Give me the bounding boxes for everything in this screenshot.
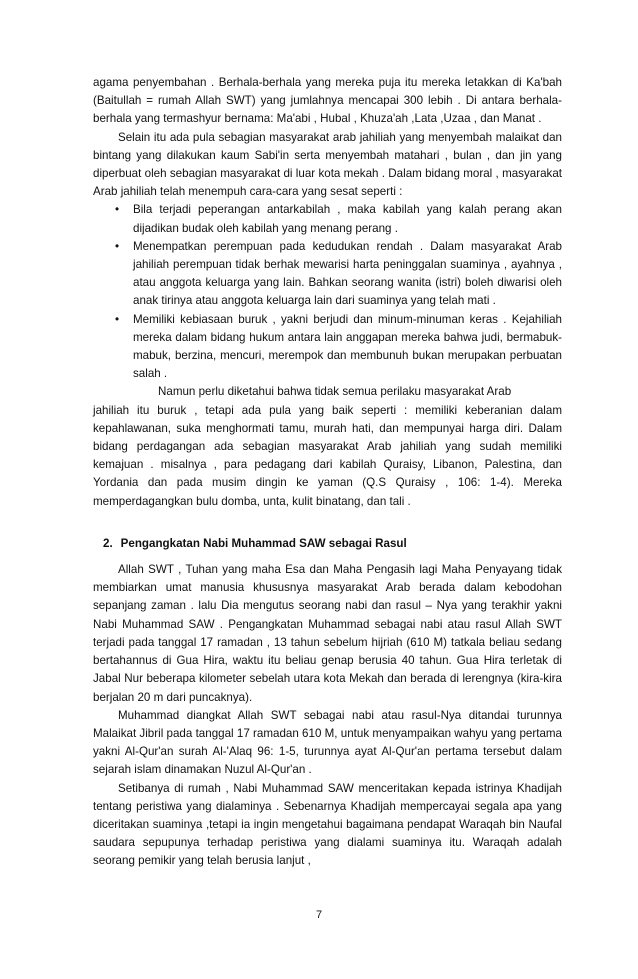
paragraph-setibanya: Setibanya di rumah , Nabi Muhammad SAW menceritakan kepada istrinya Khadijah tentang peristiwa yang dialaminya . Sebenarnya Khadijah mempercayai segala apa yang diceritakan suaminya ,tetapi ia ingin mengetahui bagaimana pendapat Waraqah bin Naufal saudara sepupunya terhadap peristiwa yang dialami suaminya itu. Waraqah adalah seorang pemikir yang telah berusia lanjut , [93,781,562,868]
bullet-icon: • [115,203,120,217]
section-title: Pengangkatan Nabi Muhammad SAW sebagai Rasul [120,536,407,550]
paragraph-berhala: agama penyembahan . Berhala-berhala yang mereka puja itu mereka letakkan di Ka'bah (Baitullah = rumah Allah SWT) yang jumlahnya mencapai 300 lebih . Di antara berhala-berhala yang termashyur bernama: Ma'abi , Hubal , Khuza'ah ,Lata ,Uzaa , dan Manat . [93,76,562,126]
bullet-item [93,311,562,384]
section-heading [93,535,562,553]
bullet-text: Memiliki kebiasaan buruk , yakni berjudi dan minum-minuman keras . Kejahiliah mereka dalam bidang hukum antara lain anggapan mereka bahwa judi, bermabuk-mabuk, berzina, mencuri, merempok dan membunuh bukan merupakan perbuatan salah . [133,312,562,381]
paragraph-muhammad-diangkat: Muhammad diangkat Allah SWT sebagai nabi atau rasul-Nya ditandai turunnya Malaikat Jibril pada tanggal 17 ramadan 610 M, untuk menyampaikan wahyu yang pertama yakni Al-Qur'an surah Al-'Alaq 96: 1-5, turunnya ayat Al-Qur'an pertama tersebut dalam sejarah islam dinamakan Nuzul Al-Qur'an . [93,708,562,777]
bullet-list [93,201,562,383]
bullet-text: Bila terjadi peperangan antarkabilah , maka kabilah yang kalah perang akan dijadikan budak oleh kabilah yang menang perang . [133,203,562,235]
paragraph-selain: Selain itu ada pula sebagian masyarakat arab jahiliah yang menyembah malaikat dan bintang yang dilakukan kaum Sabi'in serta menyembah matahari , bulan , dan jin yang diperbuat oleh sebagian masyarakat di luar kota mekah . Dalam bidang moral , masyarakat Arab jahiliah telah menempuh cara-cara yang sesat seperti : [93,130,562,199]
bullet-item [93,201,562,237]
paragraph-namun: jahiliah itu buruk , tetapi ada pula yang baik seperti : memiliki keberanian dalam kepahlawanan, suka menghormati tamu, murah hati, dan mempunyai harga diri. Dalam bidang perdagangan ada sebagian masyarakat Arab jahiliah yang sudah memiliki kemajuan . misalnya , para pedagang dari kabilah Quraisy, Libanon, Palestina, dan Yordania dan pada musim dingin ke yaman (Q.S Quraisy , 106: 1-4). Mereka memperdagangkan bulu domba, unta, kulit binatang, dan tali . [93,403,562,508]
paragraph-namun-first-line: Namun perlu diketahui bahwa tidak semua perilaku masyarakat Arab [158,385,512,399]
bullet-item [93,238,562,311]
section-number: 2. [103,536,113,550]
bullet-icon: • [115,239,120,253]
bullet-text: Menempatkan perempuan pada kedudukan rendah . Dalam masyarakat Arab jahiliah perempuan tidak berhak mewarisi harta peninggalan suaminya , ayahnya , atau anggota keluarga yang lain. Bahkan seorang wanita (istri) boleh diwarisi oleh anak tirinya atau anggota keluarga lain dari suaminya yang telah mati . [133,239,562,308]
paragraph-allah-swt: Allah SWT , Tuhan yang maha Esa dan Maha Pengasih lagi Maha Penyayang tidak membiarkan umat manusia khususnya masyarakat Arab berada dalam kebodohan sepanjang zaman . lalu Dia mengutus seorang nabi dan rasul – Nya yang terakhir yakni Nabi Muhammad SAW . Pengangkatan Muhammad sebagai nabi atau rasul Allah SWT terjadi pada tanggal 17 ramadan , 13 tahun sebelum hijriah (610 M) tatkala beliau sedang bertahannus di Gua Hira, waktu itu beliau genap berusia 40 tahun. Gua Hira terletak di Jabal Nur beberapa kilometer sebelah utara kota Mekah dan berada di lerengnya (kira-kira berjalan 20 m dari puncaknya). [93,563,562,704]
bullet-icon: • [115,312,120,326]
page-content [93,74,562,871]
page-number: 7 [315,909,323,921]
